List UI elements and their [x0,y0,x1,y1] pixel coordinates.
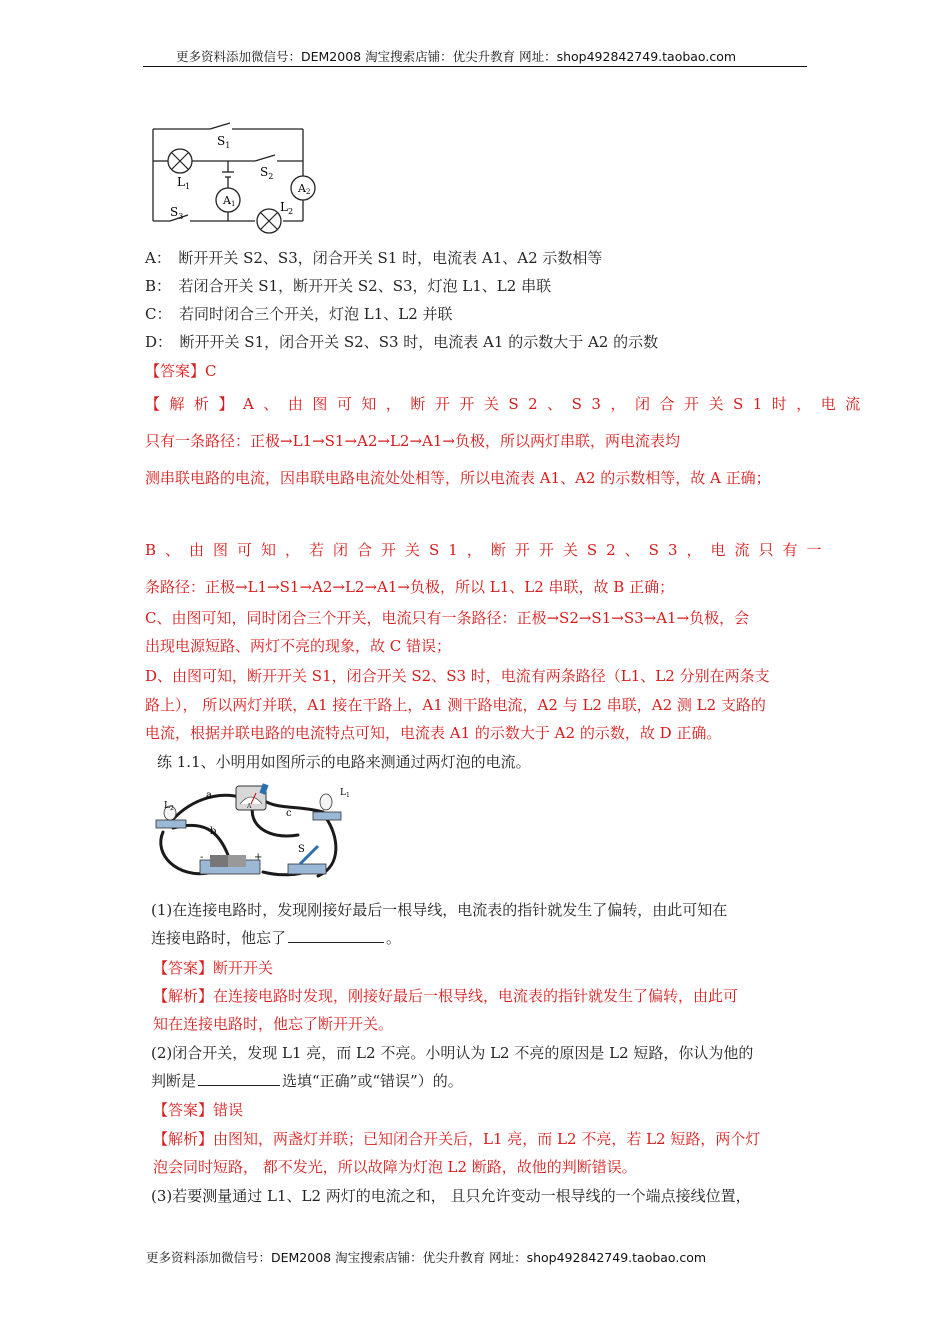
lamp-l1 [168,149,192,173]
svg-text:L1: $L_1$ [177,175,191,191]
svg-text:-: - [200,852,204,863]
svg-text:c: c [286,808,292,819]
svg-text:S1: $S_1$ [217,134,231,150]
svg-text:a: a [206,790,212,801]
page-footer: 更多资料添加微信号：DEM2008 淘宝搜索店铺：优尖升教育 网址：shop492842749.taobao.com [146,1250,707,1265]
svg-text:b: b [210,826,217,837]
analysis-1-d-line-3: 电流，根据并联电路的电流特点可知，电流表 A1 的示数大于 A2 的示数，故 D 正确。 [145,724,722,742]
analysis-q2-line-2: 泡会同时短路， 都不发光，所以故障为灯泡 L2 断路，故他的判断错误。 [153,1158,637,1176]
question-2-line-1: (2)闭合开关，发现 L1 亮，而 L2 不亮。小明认为 L2 不亮的原因是 L2 短路，你认为他的 [151,1044,754,1062]
analysis-q1-line-2: 知在连接电路时，他忘了断开开关。 [153,1015,394,1033]
svg-text:A: A [247,803,252,810]
analysis-q1-line-1: 【解析】在连接电路时发现，刚接好最后一根导线，电流表的指针就发生了偏转，由此可 [153,987,739,1005]
question-2-line-2: 判断是 选填“正确”或“错误”）的。 [151,1072,463,1090]
battery-holder-device [200,852,262,874]
option-b: B： 若闭合开关 S1，断开开关 S2、S3，灯泡 L1、L2 串联 [145,277,552,295]
question-1-line-1: (1)在连接电路时，发现刚接好最后一根导线，电流表的指针就发生了偏转，由此可知在 [151,901,728,919]
analysis-1-b-line-2: 条路径：正极→L1→S1→A2→L2→A1→负极，所以 L1、L2 串联，故 B 正确； [145,578,675,596]
analysis-1-d-line-1: D、由图可知，断开开关 S1，闭合开关 S2、S3 时，电流有两条路径（L1、L2 分别在两条支 [145,667,770,685]
svg-text:S3: $S_3$ [170,205,184,221]
answer-q2: 【答案】错误 [153,1101,244,1119]
svg-text:S2: $S_2$ [260,165,274,181]
page-header: 更多资料添加微信号：DEM2008 淘宝搜索店铺：优尖升教育 网址：shop492842749.taobao.com [176,49,737,64]
analysis-1-line-2: 只有一条路径：正极→L1→S1→A2→L2→A1→负极，所以两灯串联，两电流表均 [145,432,680,450]
question-3-line-1: (3)若要测量通过 L1、L2 两灯的电流之和， 且只允许变动一根导线的一个端点接线位置， [151,1187,751,1205]
option-c: C： 若同时闭合三个开关，灯泡 L1、L2 并联 [145,305,453,323]
circuit-diagram-1 [140,118,330,240]
analysis-q2-line-1: 【解析】由图知，两盏灯并联；已知闭合开关后，L1 亮，而 L2 不亮，若 L2 短路，两个灯 [153,1130,761,1148]
analysis-1-line-1: 【解析】A、由图可知，断开开关S2、S3，闭合开关S1时，电流 [145,395,870,413]
svg-text:+: + [254,852,263,863]
lamp-l2 [257,209,281,233]
option-a: A： 断开开关 S2、S3，闭合开关 S1 时，电流表 A1、A2 示数相等 [145,249,603,267]
analysis-1-b-line-1: B、由图可知，若闭合开关S1，断开开关S2、S3，电流只有一 [145,541,831,559]
question-1-line-2: 连接电路时，他忘了 。 [151,929,402,947]
analysis-1-c-line-2: 出现电源短路、两灯不亮的现象，故 C 错误； [145,637,452,655]
switch-device [288,846,326,874]
analysis-1-line-3: 测串联电路的电流，因串联电路电流处处相等，所以电流表 A1、A2 的示数相等，故 A 正确； [145,469,771,487]
svg-text:A1: A1 [223,194,236,208]
answer-q1: 【答案】断开开关 [153,959,274,977]
svg-text:A2: A2 [298,182,311,196]
answer-1: 【答案】C [145,362,217,380]
answer-blank-2[interactable] [198,1071,280,1086]
option-d: D： 断开开关 S1，闭合开关 S2、S3 时，电流表 A1 的示数大于 A2 的示数 [145,333,659,351]
answer-blank-1[interactable] [288,928,384,943]
svg-text:S: S [298,844,305,855]
analysis-1-d-line-2: 路上）， 所以两灯并联，A1 接在干路上，A1 测干路电流，A2 与 L2 串联，A2 测 L2 支路的 [145,696,766,714]
practice-title: 练 1.1、小明用如图所示的电路来测通过两灯泡的电流。 [157,753,531,771]
svg-text:L1: $L_1$ [340,788,350,799]
lamp-l1-device [313,794,341,820]
header-divider [143,66,807,67]
ammeter-device [236,783,269,810]
svg-text:L2: $L_2$ [280,200,294,216]
practice-circuit-figure [148,780,358,885]
svg-text:L2: $L_2$ [164,801,174,812]
analysis-1-c-line-1: C、由图可知，同时闭合三个开关，电流只有一条路径：正极→S2→S1→S3→A1→负极，会 [145,609,750,627]
